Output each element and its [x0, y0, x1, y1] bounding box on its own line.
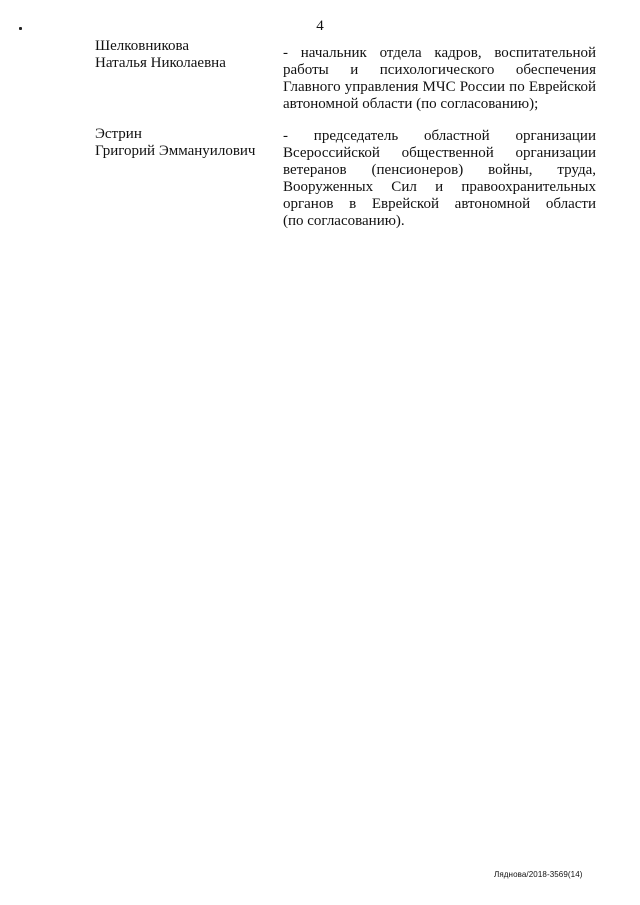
- entry-1-given-names: Наталья Николаевна: [95, 55, 226, 71]
- entry-1-description: [283, 45, 596, 113]
- entry-2-name: [95, 126, 255, 160]
- entry-1-description-line: автономной области (по согласованию);: [283, 96, 539, 112]
- entry-2-surname: Эстрин: [95, 126, 142, 142]
- entry-1-description-line: Главного управления МЧС России по Еврейской: [283, 79, 596, 95]
- document-footer-code: Ляднова/2018-3569(14): [494, 870, 583, 879]
- entry-1-description-line: - начальник отдела кадров, воспитательной: [283, 45, 596, 61]
- page-number: 4: [316, 18, 324, 34]
- entry-2-description: [283, 128, 596, 230]
- entry-2-description-line: ветеранов (пенсионеров) войны, труда,: [283, 162, 596, 178]
- entry-1-description-line: работы и психологического обеспечения: [283, 62, 596, 78]
- entry-2-description-line: (по согласованию).: [283, 213, 405, 229]
- entry-2-given-names: Григорий Эммануилович: [95, 143, 256, 159]
- entry-2-description-line: органов в Еврейской автономной области: [283, 196, 596, 212]
- entry-2-description-line: Всероссийской общественной организации: [283, 145, 596, 161]
- entry-2-description-line: - председатель областной организации: [283, 128, 596, 144]
- entry-1-surname: Шелковникова: [95, 38, 190, 54]
- entry-2-description-line: Вооруженных Сил и правоохранительных: [283, 179, 596, 195]
- entry-1-name: [95, 38, 226, 72]
